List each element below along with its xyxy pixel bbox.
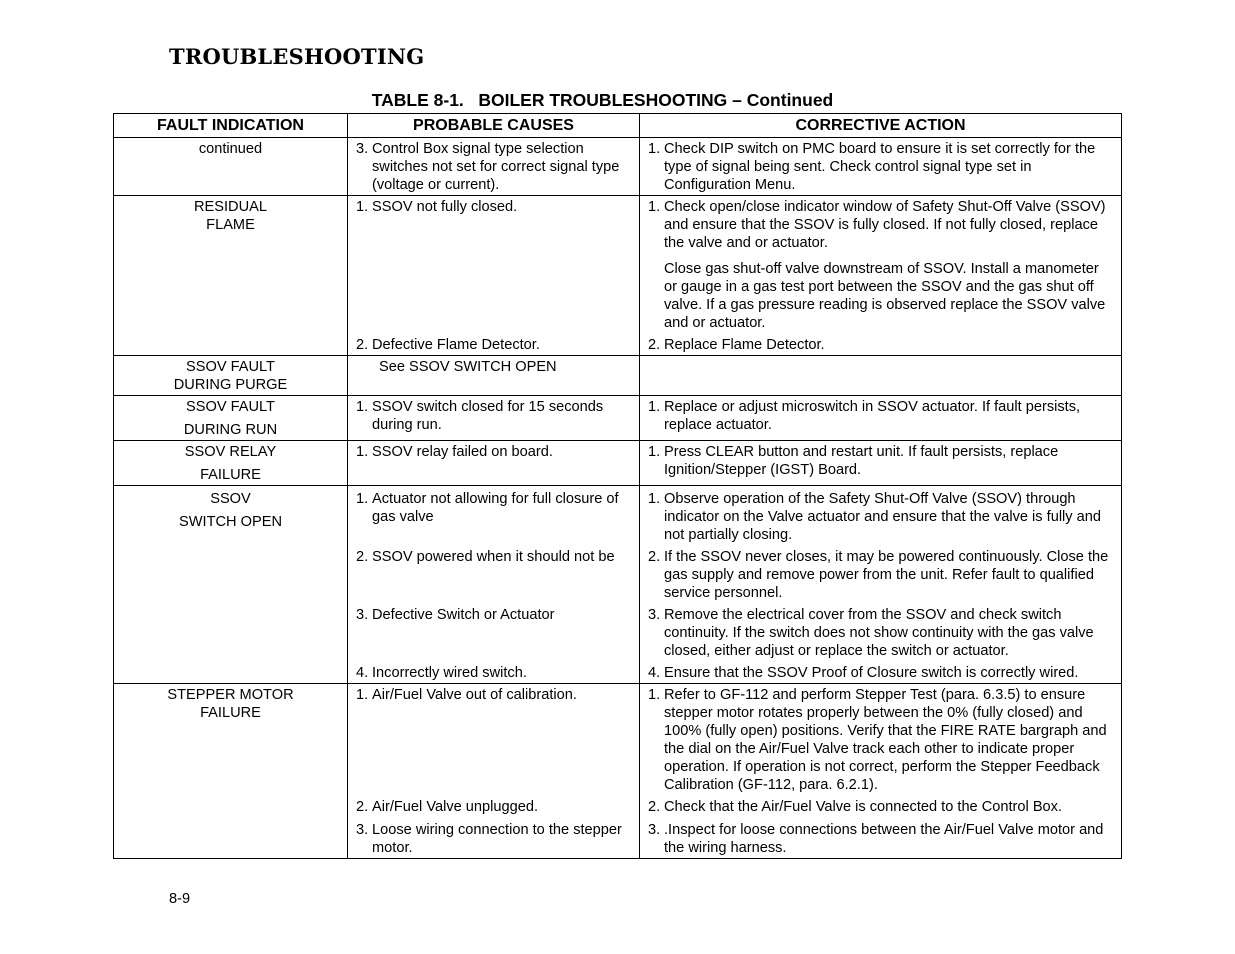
section-title: TROUBLESHOOTING — [169, 44, 425, 69]
action-item — [648, 821, 1115, 857]
column-header-fault: FAULT INDICATION — [114, 114, 348, 138]
cause-number: 1. — [356, 687, 369, 703]
action-cell — [640, 356, 1122, 396]
cause-text: Defective Switch or Actuator — [372, 607, 555, 623]
cause-cell — [348, 138, 640, 196]
action-text: Check that the Air/Fuel Valve is connected to the Control Box. — [664, 799, 1063, 815]
action-number: 2. — [648, 337, 661, 353]
action-number: 1. — [648, 199, 661, 215]
cause-text: Defective Flame Detector. — [372, 337, 540, 353]
cause-number: 2. — [356, 799, 369, 815]
fault-line: FAILURE — [200, 705, 261, 721]
cause-text: Air/Fuel Valve out of calibration. — [372, 687, 577, 703]
action-text: If the SSOV never closes, it may be powered continuously. Close the gas supply and remove power from the unit. Refer fault to qualified service personnel. — [664, 549, 1109, 601]
fault-cell — [114, 486, 348, 684]
fault-cell — [114, 138, 348, 196]
fault-cell — [114, 356, 348, 396]
troubleshooting-table — [113, 113, 1122, 859]
action-item — [648, 606, 1115, 664]
table-header-row — [114, 114, 1122, 138]
cause-cell — [348, 486, 640, 684]
action-cell — [640, 138, 1122, 196]
fault-line: STEPPER MOTOR — [167, 687, 294, 703]
fault-cell — [114, 396, 348, 441]
action-text: Press CLEAR button and restart unit. If fault persists, replace Ignition/Stepper (IGST) Board. — [664, 444, 1059, 478]
table-row — [114, 441, 1122, 486]
table-caption — [0, 90, 1235, 111]
cause-text: Control Box signal type selection switches not set for correct signal type (voltage or current). — [372, 141, 620, 193]
action-item — [648, 686, 1115, 798]
fault-cell — [114, 441, 348, 486]
table-row — [114, 356, 1122, 396]
action-item — [648, 443, 1115, 479]
action-text: Replace Flame Detector. — [664, 337, 825, 353]
table-row — [114, 196, 1122, 356]
table-row — [114, 138, 1122, 196]
cause-text: Actuator not allowing for full closure of gas valve — [372, 491, 619, 525]
fault-line: FAILURE — [200, 467, 261, 483]
action-number: 2. — [648, 549, 661, 565]
cause-reference: See SSOV SWITCH OPEN — [379, 359, 557, 375]
cause-item — [356, 398, 635, 434]
action-item — [648, 798, 1115, 821]
cause-item — [356, 686, 635, 798]
cause-item — [356, 548, 635, 606]
cause-item — [356, 336, 635, 354]
column-header-causes: PROBABLE CAUSES — [348, 114, 640, 138]
cause-number: 1. — [356, 199, 369, 215]
action-text: Remove the electrical cover from the SSOV and check switch continuity. If the switch does not show continuity with the gas valve closed, either adjust or replace the switch or actuator. — [664, 607, 1094, 659]
action-text: .Inspect for loose connections between the Air/Fuel Valve motor and the wiring harness. — [664, 822, 1104, 856]
cause-text: Air/Fuel Valve unplugged. — [372, 799, 539, 815]
fault-line: SSOV — [210, 491, 251, 507]
cause-item — [356, 798, 635, 821]
action-number: 3. — [648, 607, 661, 623]
action-cell — [640, 396, 1122, 441]
action-number: 1. — [648, 687, 661, 703]
cause-number: 3. — [356, 141, 369, 157]
cause-cell — [348, 196, 640, 356]
fault-line: RESIDUAL — [194, 199, 267, 215]
cause-item — [356, 606, 635, 664]
cause-number: 2. — [356, 337, 369, 353]
action-item — [648, 490, 1115, 548]
action-number: 1. — [648, 491, 661, 507]
table-caption-text: TABLE 8-1. BOILER TROUBLESHOOTING – Continued — [371, 90, 834, 110]
table-row — [114, 684, 1122, 859]
fault-line: DURING RUN — [183, 422, 278, 438]
action-cell — [640, 486, 1122, 684]
action-cell — [640, 196, 1122, 356]
fault-cell — [114, 684, 348, 859]
fault-line: SWITCH OPEN — [179, 514, 282, 530]
action-text: Observe operation of the Safety Shut-Off Valve (SSOV) through indicator on the Valve actuator and ensure that the valve is fully and not partially closing. — [664, 491, 1101, 543]
action-text: Check open/close indicator window of Safety Shut-Off Valve (SSOV) and ensure that the SSOV is fully closed. If not fully closed, replace the valve and or actuator. — [664, 199, 1106, 251]
cause-cell — [348, 441, 640, 486]
action-item — [648, 336, 1115, 354]
action-text: Refer to GF-112 and perform Stepper Test (para. 6.3.5) to ensure stepper motor rotates properly between the 0% (fully closed) and 100% (fully open) positions. Verify that the FIRE RATE bargraph and the dial on the Air/Fuel Valve track each other to indicate proper operation. If operation is not correct, perform the Stepper Feedback Calibration (GF-112, para. 6.2.1). — [664, 687, 1107, 793]
fault-cell — [114, 196, 348, 356]
action-number: 2. — [648, 799, 661, 815]
column-header-action: CORRECTIVE ACTION — [640, 114, 1122, 138]
cause-number: 4. — [356, 665, 369, 681]
action-item — [648, 140, 1115, 194]
cause-number: 1. — [356, 491, 369, 507]
cause-item — [356, 490, 635, 548]
fault-line: DURING PURGE — [173, 377, 288, 393]
fault-line: continued — [198, 141, 263, 157]
cause-number: 2. — [356, 549, 369, 565]
fault-line: SSOV FAULT — [186, 359, 275, 375]
cause-text: SSOV relay failed on board. — [372, 444, 553, 460]
cause-text: Loose wiring connection to the stepper motor. — [372, 822, 622, 856]
table-row — [114, 486, 1122, 684]
cause-cell — [348, 684, 640, 859]
cause-item — [356, 821, 635, 857]
cause-number: 1. — [356, 399, 369, 415]
table-row — [114, 396, 1122, 441]
action-number: 4. — [648, 665, 661, 681]
fault-line: FLAME — [206, 217, 255, 233]
action-text: Replace or adjust microswitch in SSOV actuator. If fault persists, replace actuator. — [664, 399, 1081, 433]
cause-cell — [348, 356, 640, 396]
action-text: Check DIP switch on PMC board to ensure it is set correctly for the type of signal being sent. Check control signal type set in Configuration Menu. — [664, 141, 1096, 193]
fault-line: SSOV RELAY — [184, 444, 277, 460]
action-number: 1. — [648, 399, 661, 415]
action-number: 1. — [648, 444, 661, 460]
action-item — [648, 548, 1115, 606]
action-item — [648, 198, 1115, 252]
cause-item — [356, 140, 635, 194]
action-note: Close gas shut-off valve downstream of SSOV. Install a manometer or gauge in a gas test port between the SSOV and the gas shut off valve. If a gas pressure reading is observed replace the SSOV valve and or actuator. — [664, 261, 1106, 331]
page-number: 8-9 — [169, 891, 191, 907]
cause-text: SSOV not fully closed. — [372, 199, 518, 215]
cause-item — [356, 198, 635, 336]
cause-text: SSOV switch closed for 15 seconds during run. — [372, 399, 604, 433]
cause-number: 3. — [356, 822, 369, 838]
action-item — [648, 664, 1115, 682]
action-number: 1. — [648, 141, 661, 157]
cause-item — [356, 443, 635, 461]
cause-text: Incorrectly wired switch. — [372, 665, 527, 681]
action-item — [648, 398, 1115, 434]
action-number: 3. — [648, 822, 661, 838]
cause-number: 3. — [356, 607, 369, 623]
action-text: Ensure that the SSOV Proof of Closure switch is correctly wired. — [664, 665, 1079, 681]
action-cell — [640, 684, 1122, 859]
cause-item — [356, 664, 635, 682]
fault-line: SSOV FAULT — [186, 399, 275, 415]
cause-number: 1. — [356, 444, 369, 460]
cause-cell — [348, 396, 640, 441]
action-cell — [640, 441, 1122, 486]
cause-text: SSOV powered when it should not be — [372, 549, 615, 565]
